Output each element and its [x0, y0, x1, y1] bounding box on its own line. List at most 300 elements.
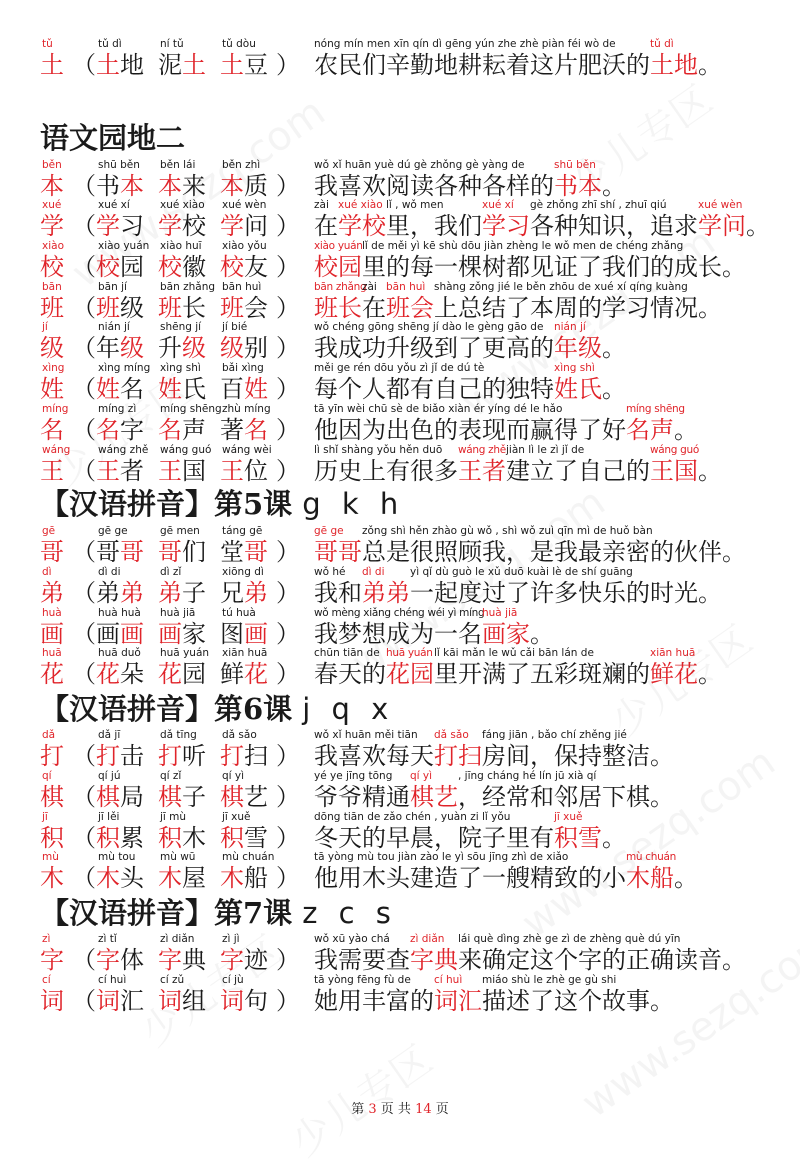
- word-hanzi: [96, 253, 144, 281]
- sentence-text: 来确定这个字的正确读音: [457, 946, 722, 974]
- word-char: 画: [158, 620, 182, 648]
- char-hanzi: 名: [40, 416, 64, 444]
- paren-close: ）: [276, 457, 300, 485]
- paren-close: ）: [276, 334, 300, 362]
- word-char: 级: [182, 334, 206, 362]
- sentence-pinyin: wáng guó: [649, 444, 700, 456]
- word-char: 花: [96, 660, 120, 688]
- char-hanzi: 本: [40, 172, 64, 200]
- word-pinyin: xué xiào: [160, 199, 205, 211]
- word-hanzi: [220, 253, 268, 281]
- word-char: 级: [220, 334, 244, 362]
- word-hanzi: [220, 946, 268, 974]
- word-char: 字: [96, 946, 120, 974]
- word-pinyin: cí jù: [222, 974, 244, 986]
- word-hanzi: [158, 783, 206, 811]
- word-pinyin: qí zǐ: [160, 770, 182, 782]
- word-char: 豆: [244, 51, 268, 79]
- word-hanzi: [96, 172, 144, 200]
- word-pinyin: shēng jí: [160, 321, 202, 333]
- word-char: 名: [244, 416, 268, 444]
- sentence-text: 。: [601, 172, 626, 200]
- word-char: 地: [120, 51, 144, 79]
- paren-close: ）: [276, 538, 300, 566]
- word-char: 棋: [220, 783, 244, 811]
- word-pinyin: xiào yuán: [98, 240, 150, 252]
- word-char: 氏: [182, 375, 206, 403]
- paren-open: （: [72, 294, 96, 322]
- word-pinyin: dì zǐ: [160, 566, 182, 578]
- word-char: 击: [120, 742, 144, 770]
- char-hanzi: 哥: [40, 538, 64, 566]
- word-char: 字: [120, 416, 144, 444]
- word-char: 扫: [244, 742, 268, 770]
- word-hanzi: [158, 212, 206, 240]
- word-pinyin: xiōng dì: [222, 566, 264, 578]
- sentence-text: 爷爷精通: [314, 783, 410, 811]
- paren-open: （: [72, 375, 96, 403]
- sentence-pinyin: wǒ chéng gōng shēng jí dào le gèng gāo de: [314, 321, 544, 333]
- footer-total-pages: 14: [415, 1102, 432, 1117]
- paren-close: ）: [276, 946, 300, 974]
- word-char: 堂: [220, 538, 244, 566]
- sentence-pinyin: shū běn: [553, 159, 596, 171]
- word-pinyin: cí huì: [98, 974, 127, 986]
- word-pinyin: dì di: [98, 566, 121, 578]
- word-hanzi: [158, 253, 206, 281]
- word-hanzi: [96, 51, 144, 79]
- word-pinyin: dǎ tīng: [160, 729, 197, 741]
- sentence-text: 春天的: [314, 660, 386, 688]
- sentence-pinyin: wǒ xǐ huān měi tiān: [314, 729, 418, 741]
- word-char: 本: [120, 172, 144, 200]
- word-char: 土: [182, 51, 206, 79]
- sentence-text: 。: [601, 334, 626, 362]
- word-pinyin: jī mù: [160, 811, 187, 823]
- word-pinyin: dǎ sǎo: [222, 729, 257, 741]
- sentence-text: 。: [649, 742, 674, 770]
- word-hanzi: [220, 416, 268, 444]
- word-char: 弟: [96, 579, 120, 607]
- sentence-pinyin: huà jiā: [481, 607, 518, 619]
- word-char: 迹: [244, 946, 268, 974]
- word-hanzi: [96, 660, 144, 688]
- sentence-highlight-word: 积雪: [553, 824, 602, 852]
- section-heading-letters: z c s: [302, 896, 397, 930]
- char-pinyin: qí: [42, 770, 52, 782]
- sentence-pinyin: wǒ xǐ huān yuè dú gè zhǒng gè yàng de: [314, 159, 525, 171]
- section-heading-text: 【汉语拼音】第6课: [40, 692, 293, 726]
- sentence-text: 。: [649, 783, 674, 811]
- word-pinyin: zhù míng: [222, 403, 271, 415]
- word-hanzi: [158, 742, 206, 770]
- paren-close: ）: [276, 51, 300, 79]
- word-pinyin: tǔ dòu: [222, 38, 256, 50]
- sentence-text: 。: [721, 946, 746, 974]
- sentence-text: 冬天的早晨，院子里有: [314, 824, 554, 852]
- word-char: 徽: [182, 253, 206, 281]
- sentence-highlight-word: 学校: [337, 212, 386, 240]
- word-hanzi: [96, 987, 144, 1015]
- section-heading: [40, 484, 404, 528]
- sentence-pinyin: tā yòng mù tou jiàn zào le yì sōu jīng zhì de xiǎo: [314, 851, 569, 863]
- word-pinyin: huà jiā: [160, 607, 196, 619]
- paren-open: （: [72, 783, 96, 811]
- sentence-pinyin: miáo shù le zhè ge gù shi: [481, 974, 617, 986]
- word-char: 打: [158, 742, 182, 770]
- sentence-highlight-word: 书本: [553, 172, 602, 200]
- word-pinyin: gē ge: [98, 525, 128, 537]
- word-hanzi: [96, 824, 144, 852]
- paren-open: （: [72, 946, 96, 974]
- char-hanzi: 打: [40, 742, 64, 770]
- sentence-text: 。: [697, 579, 722, 607]
- paren-close: ）: [276, 172, 300, 200]
- word-pinyin: xué wèn: [222, 199, 267, 211]
- word-char: 园: [120, 253, 144, 281]
- paren-close: ）: [276, 294, 300, 322]
- sentence-pinyin: xìng shì: [553, 362, 595, 374]
- word-char: 土: [220, 51, 244, 79]
- word-char: 船: [244, 864, 268, 892]
- word-hanzi: [158, 416, 206, 444]
- word-pinyin: táng gē: [222, 525, 263, 537]
- word-pinyin: míng shēng: [160, 403, 222, 415]
- word-char: 棋: [158, 783, 182, 811]
- sentence-pinyin: lì shǐ shàng yǒu hěn duō: [314, 444, 443, 456]
- word-pinyin: gē men: [160, 525, 200, 537]
- char-pinyin: xiào: [42, 240, 64, 252]
- word-pinyin: jī lěi: [98, 811, 120, 823]
- word-char: 组: [182, 987, 206, 1015]
- char-hanzi: 土: [40, 51, 64, 79]
- sentence-pinyin: shàng zǒng jié le běn zhōu de xué xí qíng kuàng: [433, 281, 688, 293]
- char-pinyin: cí: [42, 974, 51, 986]
- paren-close: ）: [276, 660, 300, 688]
- sentence-pinyin: mù chuán: [625, 851, 676, 863]
- word-char: 泥: [158, 51, 182, 79]
- sentence-text: 。: [721, 253, 746, 281]
- paren-close: ）: [276, 864, 300, 892]
- sentence-pinyin: lǐ kāi mǎn le wǔ cǎi bān lán de: [433, 647, 594, 659]
- word-pinyin: wáng zhě: [98, 444, 149, 456]
- char-pinyin: xìng: [42, 362, 65, 374]
- word-hanzi: [158, 660, 206, 688]
- word-char: 棋: [96, 783, 120, 811]
- word-char: 积: [96, 824, 120, 852]
- sentence-pinyin: , jīng cháng hé lín jū xià qí: [457, 770, 597, 782]
- paren-open: （: [72, 457, 96, 485]
- sentence-highlight-word: 弟弟: [361, 579, 410, 607]
- word-hanzi: [158, 620, 206, 648]
- paren-close: ）: [276, 742, 300, 770]
- sentence-pinyin: wǒ xū yào chá: [314, 933, 390, 945]
- paren-open: （: [72, 416, 96, 444]
- sentence-highlight-word: 年级: [553, 334, 602, 362]
- sentence-pinyin: wǒ mèng xiǎng chéng wéi yì míng: [314, 607, 485, 619]
- word-char: 友: [244, 253, 268, 281]
- sentence-text: 我成功升级到了更高的: [314, 334, 554, 362]
- word-pinyin: mù wū: [160, 851, 196, 863]
- word-pinyin: huā duǒ: [98, 647, 141, 659]
- word-char: 声: [182, 416, 206, 444]
- sentence-text: 描述了这个故事: [481, 987, 650, 1015]
- word-char: 王: [96, 457, 120, 485]
- paren-open: （: [72, 172, 96, 200]
- sentence-highlight-word: 花园: [385, 660, 434, 688]
- sentence-pinyin: wáng zhě: [457, 444, 506, 456]
- word-char: 著: [220, 416, 244, 444]
- sentence-pinyin: lǐ de měi yì kē shù dōu jiàn zhèng le wǒ men de chéng zhǎng: [361, 240, 684, 252]
- word-char: 典: [182, 946, 206, 974]
- word-hanzi: [220, 212, 268, 240]
- word-char: 木: [220, 864, 244, 892]
- char-pinyin: bān: [42, 281, 62, 293]
- word-hanzi: [220, 457, 268, 485]
- word-char: 王: [158, 457, 182, 485]
- paren-close: ）: [276, 783, 300, 811]
- word-pinyin: zì diǎn: [160, 933, 195, 945]
- word-char: 画: [96, 620, 120, 648]
- sentence-text: 里的每一棵树都见证了我们的成长: [361, 253, 722, 281]
- section-heading-text: 语文园地二: [40, 121, 186, 155]
- word-pinyin: tǔ dì: [98, 38, 122, 50]
- sentence-text: 我喜欢阅读各种各样的: [314, 172, 554, 200]
- word-hanzi: [220, 783, 268, 811]
- word-char: 花: [158, 660, 182, 688]
- sentence-pinyin: zǒng shì hěn zhào gù wǒ , shì wǒ zuì qīn mì de huǒ bàn: [361, 525, 653, 537]
- word-char: 校: [220, 253, 244, 281]
- word-hanzi: [96, 294, 144, 322]
- paren-open: （: [72, 824, 96, 852]
- word-pinyin: zì tǐ: [98, 933, 117, 945]
- word-pinyin: bān huì: [222, 281, 262, 293]
- word-char: 校: [96, 253, 120, 281]
- word-char: 木: [158, 864, 182, 892]
- sentence-pinyin: dì di: [361, 566, 385, 578]
- sentence-highlight-word: 木船: [625, 864, 674, 892]
- word-hanzi: [220, 620, 268, 648]
- sentence-pinyin: jī xuě: [553, 811, 583, 823]
- word-pinyin: wáng wèi: [222, 444, 272, 456]
- char-hanzi: 级: [40, 334, 64, 362]
- char-pinyin: dǎ: [42, 729, 56, 741]
- sentence-highlight-word: 学问: [697, 212, 746, 240]
- word-hanzi: [158, 51, 206, 79]
- word-hanzi: [96, 864, 144, 892]
- word-pinyin: huā yuán: [160, 647, 210, 659]
- word-char: 弟: [158, 579, 182, 607]
- word-char: 子: [182, 579, 206, 607]
- word-char: 字: [158, 946, 182, 974]
- word-char: 问: [244, 212, 268, 240]
- char-hanzi: 姓: [40, 375, 64, 403]
- paren-open: （: [72, 660, 96, 688]
- sentence-highlight-word: 王国: [649, 457, 698, 485]
- word-hanzi: [220, 538, 268, 566]
- sentence-text: 。: [697, 51, 722, 79]
- sentence-pinyin: bān huì: [385, 281, 426, 293]
- word-char: 们: [182, 538, 206, 566]
- sentence-pinyin: měi ge rén dōu yǒu zì jǐ de dú tè: [314, 362, 485, 374]
- word-pinyin: tú huà: [222, 607, 256, 619]
- word-pinyin: jī xuě: [222, 811, 251, 823]
- sentence-highlight-word: 土地: [649, 51, 698, 79]
- sentence-pinyin: huā yuán: [385, 647, 433, 659]
- word-char: 兄: [220, 579, 244, 607]
- sentence-pinyin: tǔ dì: [649, 38, 674, 50]
- word-char: 百: [220, 375, 244, 403]
- word-hanzi: [220, 742, 268, 770]
- word-hanzi: [220, 579, 268, 607]
- word-pinyin: xìng shì: [160, 362, 201, 374]
- word-char: 名: [96, 416, 120, 444]
- word-char: 级: [120, 294, 144, 322]
- footer-mid: 页 共: [380, 1102, 411, 1117]
- word-char: 书: [96, 172, 120, 200]
- sentence-pinyin: zì diǎn: [409, 933, 445, 945]
- word-char: 弟: [244, 579, 268, 607]
- sentence-highlight-word: 字典: [409, 946, 458, 974]
- word-char: 子: [182, 783, 206, 811]
- sentence-text: 每个人都有自己的独特: [314, 375, 554, 403]
- char-hanzi: 弟: [40, 579, 64, 607]
- word-char: 哥: [158, 538, 182, 566]
- word-char: 质: [244, 172, 268, 200]
- paren-open: （: [72, 620, 96, 648]
- paren-open: （: [72, 579, 96, 607]
- sentence-pinyin: lái què dìng zhè ge zì de zhèng què dú yīn: [457, 933, 681, 945]
- word-hanzi: [96, 538, 144, 566]
- char-hanzi: 班: [40, 294, 64, 322]
- paren-open: （: [72, 253, 96, 281]
- paren-close: ）: [276, 416, 300, 444]
- word-pinyin: xìng míng: [98, 362, 151, 374]
- vocab-entry: [0, 974, 800, 1024]
- word-hanzi: [96, 375, 144, 403]
- sentence-highlight-word: 学习: [481, 212, 530, 240]
- sentence-pinyin: xué wèn: [697, 199, 743, 211]
- sentence-text: 我和: [314, 579, 362, 607]
- sentence-pinyin: fáng jiān , bǎo chí zhěng jié: [481, 729, 627, 741]
- page-footer: [0, 1098, 800, 1117]
- sentence-highlight-word: 姓氏: [553, 375, 602, 403]
- sentence-pinyin: bān zhǎng: [314, 281, 367, 293]
- word-pinyin: bān jí: [98, 281, 127, 293]
- sentence-pinyin: qí yì: [409, 770, 433, 782]
- sentence-text: 总是很照顾我，是我最亲密的伙伴: [361, 538, 722, 566]
- word-char: 句: [244, 987, 268, 1015]
- sentence-text: 历史上有很多: [314, 457, 458, 485]
- word-char: 姓: [158, 375, 182, 403]
- word-hanzi: [96, 620, 144, 648]
- word-char: 木: [96, 864, 120, 892]
- word-hanzi: [158, 824, 206, 852]
- word-pinyin: ní tǔ: [160, 38, 184, 50]
- word-char: 打: [96, 742, 120, 770]
- paren-open: （: [72, 987, 96, 1015]
- footer-prefix: 第: [351, 1102, 365, 1117]
- paren-open: （: [72, 742, 96, 770]
- sentence-text: 。: [649, 987, 674, 1015]
- sentence-pinyin: xué xiào: [337, 199, 383, 211]
- paren-close: ）: [276, 824, 300, 852]
- word-char: 别: [244, 334, 268, 362]
- sentence-pinyin: lǐ , wǒ men: [385, 199, 444, 211]
- char-pinyin: huā: [42, 647, 62, 659]
- word-char: 位: [244, 457, 268, 485]
- sentence-text: 在: [314, 212, 338, 240]
- word-char: 名: [120, 375, 144, 403]
- sentence-pinyin: xiān huā: [649, 647, 696, 659]
- word-char: 班: [158, 294, 182, 322]
- word-hanzi: [220, 334, 268, 362]
- word-char: 本: [158, 172, 182, 200]
- char-hanzi: 画: [40, 620, 64, 648]
- sentence-pinyin: zài: [361, 281, 377, 293]
- sentence-text: 。: [697, 660, 722, 688]
- word-char: 姓: [96, 375, 120, 403]
- word-char: 名: [158, 416, 182, 444]
- word-char: 画: [244, 620, 268, 648]
- word-hanzi: [220, 294, 268, 322]
- char-pinyin: huà: [42, 607, 62, 619]
- word-pinyin: wáng guó: [160, 444, 212, 456]
- word-pinyin: jí bié: [222, 321, 248, 333]
- word-char: 土: [96, 51, 120, 79]
- sentence-text: 。: [673, 416, 698, 444]
- paren-close: ）: [276, 212, 300, 240]
- word-char: 学: [158, 212, 182, 240]
- section-heading: [40, 689, 394, 733]
- word-pinyin: běn lái: [160, 159, 196, 171]
- sentence-pinyin: yì qǐ dù guò le xǔ duō kuài lè de shí guāng: [409, 566, 633, 578]
- word-char: 积: [158, 824, 182, 852]
- word-hanzi: [96, 579, 144, 607]
- sentence-highlight-word: 棋艺: [409, 783, 458, 811]
- word-pinyin: xiào yǒu: [222, 240, 267, 252]
- paren-open: （: [72, 334, 96, 362]
- char-pinyin: běn: [42, 159, 62, 171]
- section-heading-text: 【汉语拼音】第7课: [40, 896, 293, 930]
- sentence-text: 他用木头建造了一艘精致的小: [314, 864, 626, 892]
- sentence-pinyin: tā yīn wèi chū sè de biǎo xiàn ér yíng dé le hǎo: [314, 403, 563, 415]
- word-char: 朵: [120, 660, 144, 688]
- word-char: 长: [182, 294, 206, 322]
- sentence-pinyin: yé ye jīng tōng: [314, 770, 393, 782]
- char-pinyin: xué: [42, 199, 62, 211]
- word-pinyin: xiān huā: [222, 647, 268, 659]
- sentence-text: ，经常和邻居下棋: [457, 783, 650, 811]
- section-heading: [40, 118, 185, 162]
- sentence-highlight-word: 词汇: [433, 987, 482, 1015]
- word-pinyin: bǎi xìng: [222, 362, 264, 374]
- char-pinyin: mù: [42, 851, 59, 863]
- word-char: 积: [220, 824, 244, 852]
- char-hanzi: 积: [40, 824, 64, 852]
- word-char: 升: [158, 334, 182, 362]
- word-pinyin: dǎ jī: [98, 729, 121, 741]
- sentence-highlight-word: 画家: [481, 620, 530, 648]
- word-hanzi: [96, 946, 144, 974]
- sentence-text: 。: [697, 294, 722, 322]
- word-hanzi: [158, 946, 206, 974]
- word-char: 来: [182, 172, 206, 200]
- char-hanzi: 木: [40, 864, 64, 892]
- word-pinyin: cí zǔ: [160, 974, 185, 986]
- sentence-pinyin: gē ge: [314, 525, 344, 537]
- sentence-text: 一起度过了许多快乐的时光: [409, 579, 698, 607]
